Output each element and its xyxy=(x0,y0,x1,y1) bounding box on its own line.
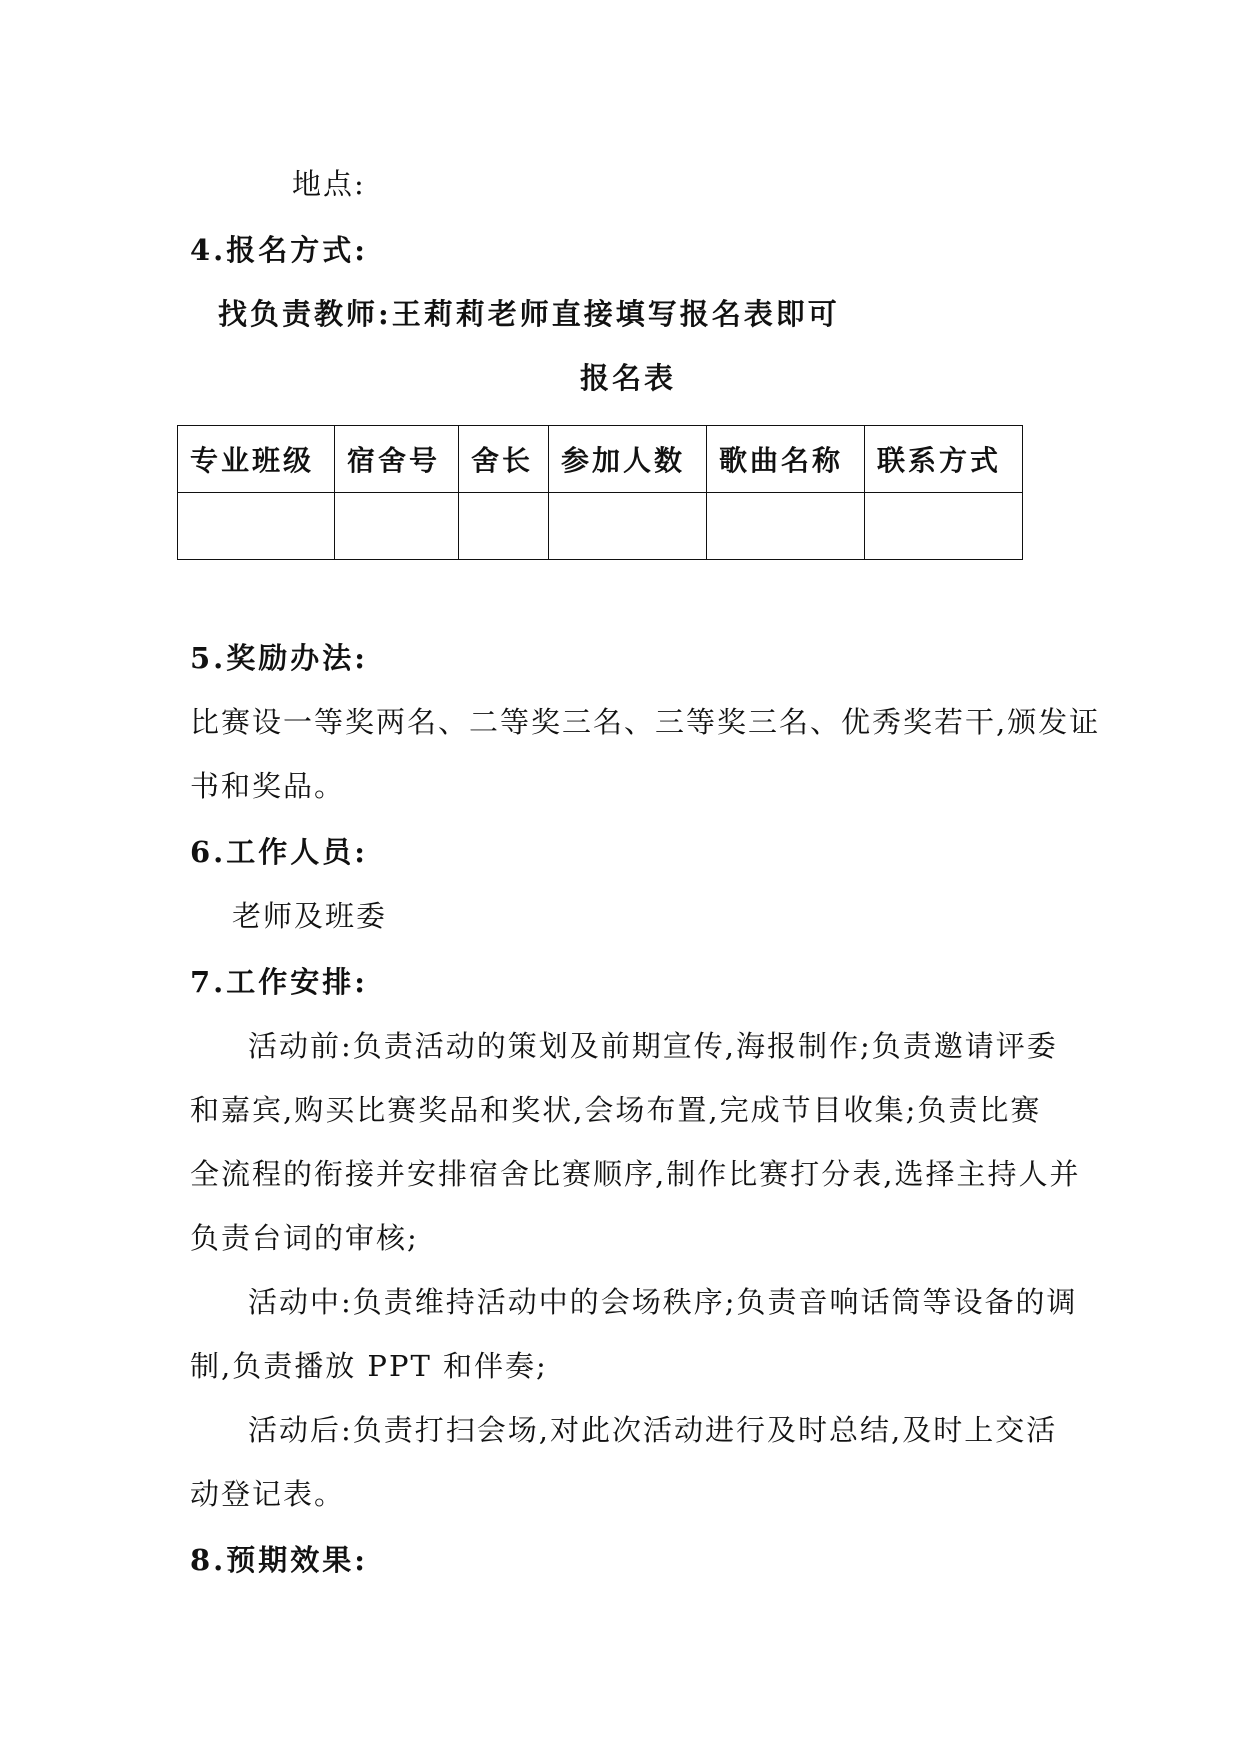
paragraph-line: 比赛设一等奖两名、二等奖三名、三等奖三名、优秀奖若干,颁发证 xyxy=(190,705,1101,739)
paragraph-line: 负责台词的审核; xyxy=(190,1221,419,1255)
table-header-row xyxy=(178,426,1023,493)
section-4-heading: 4.报名方式: xyxy=(190,233,368,267)
section-5-heading: 5.奖励办法: xyxy=(190,641,368,675)
table-cell xyxy=(707,493,865,560)
table-header-cell: 联系方式 xyxy=(865,426,1023,493)
paragraph-line: 动登记表。 xyxy=(190,1477,346,1511)
registration-table xyxy=(177,425,1023,560)
paragraph-line: 活动前:负责活动的策划及前期宣传,海报制作;负责邀请评委 xyxy=(248,1029,1058,1063)
table-cell xyxy=(865,493,1023,560)
table-header-cell: 歌曲名称 xyxy=(707,426,865,493)
section-6-heading: 6.工作人员: xyxy=(190,835,368,869)
table-title: 报名表 xyxy=(580,361,677,395)
table-cell xyxy=(459,493,549,560)
table-header-cell: 参加人数 xyxy=(549,426,707,493)
paragraph-line: 书和奖品。 xyxy=(190,769,346,803)
table-header-cell: 舍长 xyxy=(459,426,549,493)
paragraph-line: 活动中:负责维持活动中的会场秩序;负责音响话筒等设备的调 xyxy=(248,1285,1078,1319)
table-row xyxy=(178,493,1023,560)
section-7-heading: 7.工作安排: xyxy=(190,965,368,999)
paragraph-line: 制,负责播放 PPT 和伴奏; xyxy=(190,1349,548,1383)
signup-instruction: 找负责教师:王莉莉老师直接填写报名表即可 xyxy=(218,297,840,331)
location-label: 地点: xyxy=(292,167,366,201)
table-cell xyxy=(549,493,707,560)
paragraph-line: 和嘉宾,购买比赛奖品和奖状,会场布置,完成节目收集;负责比赛 xyxy=(190,1093,1042,1127)
section-8-heading: 8.预期效果: xyxy=(190,1543,368,1577)
paragraph-line: 全流程的衔接并安排宿舍比赛顺序,制作比赛打分表,选择主持人并 xyxy=(190,1157,1081,1191)
table-header-cell: 专业班级 xyxy=(178,426,335,493)
paragraph-line: 活动后:负责打扫会场,对此次活动进行及时总结,及时上交活 xyxy=(248,1413,1058,1447)
table-cell xyxy=(335,493,459,560)
table-cell xyxy=(178,493,335,560)
table-header-cell: 宿舍号 xyxy=(335,426,459,493)
staff-text: 老师及班委 xyxy=(232,899,388,933)
